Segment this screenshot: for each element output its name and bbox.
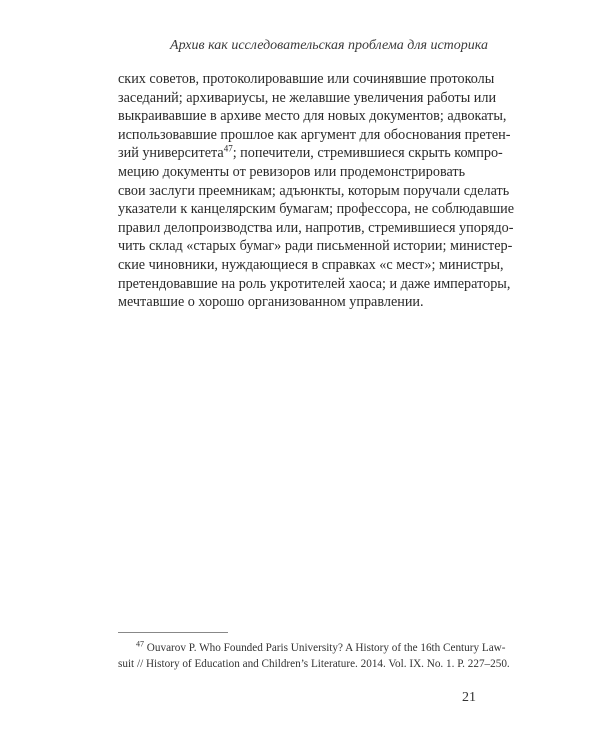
text-line: претендовавшие на роль укротителей хаоса; и даже императоры, — [118, 275, 511, 292]
text-line: указатели к канцелярским бумагам; профессора, не соблюдавшие — [118, 201, 515, 218]
footnote-line — [118, 639, 506, 656]
footnote-marker: 47 — [136, 639, 144, 649]
text-line: правил делопроизводства или, напротив, стремившиеся упорядо- — [118, 219, 514, 236]
footnote-line: suit // History of Education and Children’s Literature. 2014. Vol. IX. No. 1. P. 227–250. — [118, 658, 510, 670]
footnote — [118, 639, 510, 672]
text-line: чить склад «старых бумаг» ради письменной истории; министер- — [118, 238, 513, 255]
text-segment: ; попечители, стремившиеся скрыть компро- — [232, 145, 503, 162]
text-line: свои заслуги преемникам; адъюнкты, которым поручали сделать — [118, 182, 510, 199]
body-text — [118, 70, 515, 312]
text-segment: зий университета — [118, 145, 224, 162]
text-line: ских советов, протоколировавшие или сочинявшие протоколы — [118, 71, 495, 87]
paragraph-1 — [118, 70, 515, 312]
footnote-divider — [118, 632, 228, 633]
footnote-reference[interactable]: 47 — [223, 143, 233, 154]
text-line: мечтавшие о хорошо организованном управлении. — [118, 294, 424, 311]
text-line: мецию документы от ревизоров или продемонстрировать — [118, 163, 466, 180]
text-line — [118, 143, 503, 163]
running-head: Архив как исследовательская проблема для историка — [170, 38, 488, 53]
text-line: выкраивавшие в архиве место для новых документов; адвокаты, — [118, 108, 507, 125]
text-line: использовавшие прошлое как аргумент для обоснования претен- — [118, 126, 511, 143]
text-line: ские чиновники, нуждающиеся в справках «с мест»; министры, — [118, 256, 504, 273]
text-line: заседаний; архивариусы, не желавшие увеличения работы или — [118, 89, 497, 106]
footnote-text: Ouvarov P. Who Founded Paris University? A History of the 16th Century Law- — [146, 642, 506, 654]
page-number: 21 — [462, 690, 476, 705]
